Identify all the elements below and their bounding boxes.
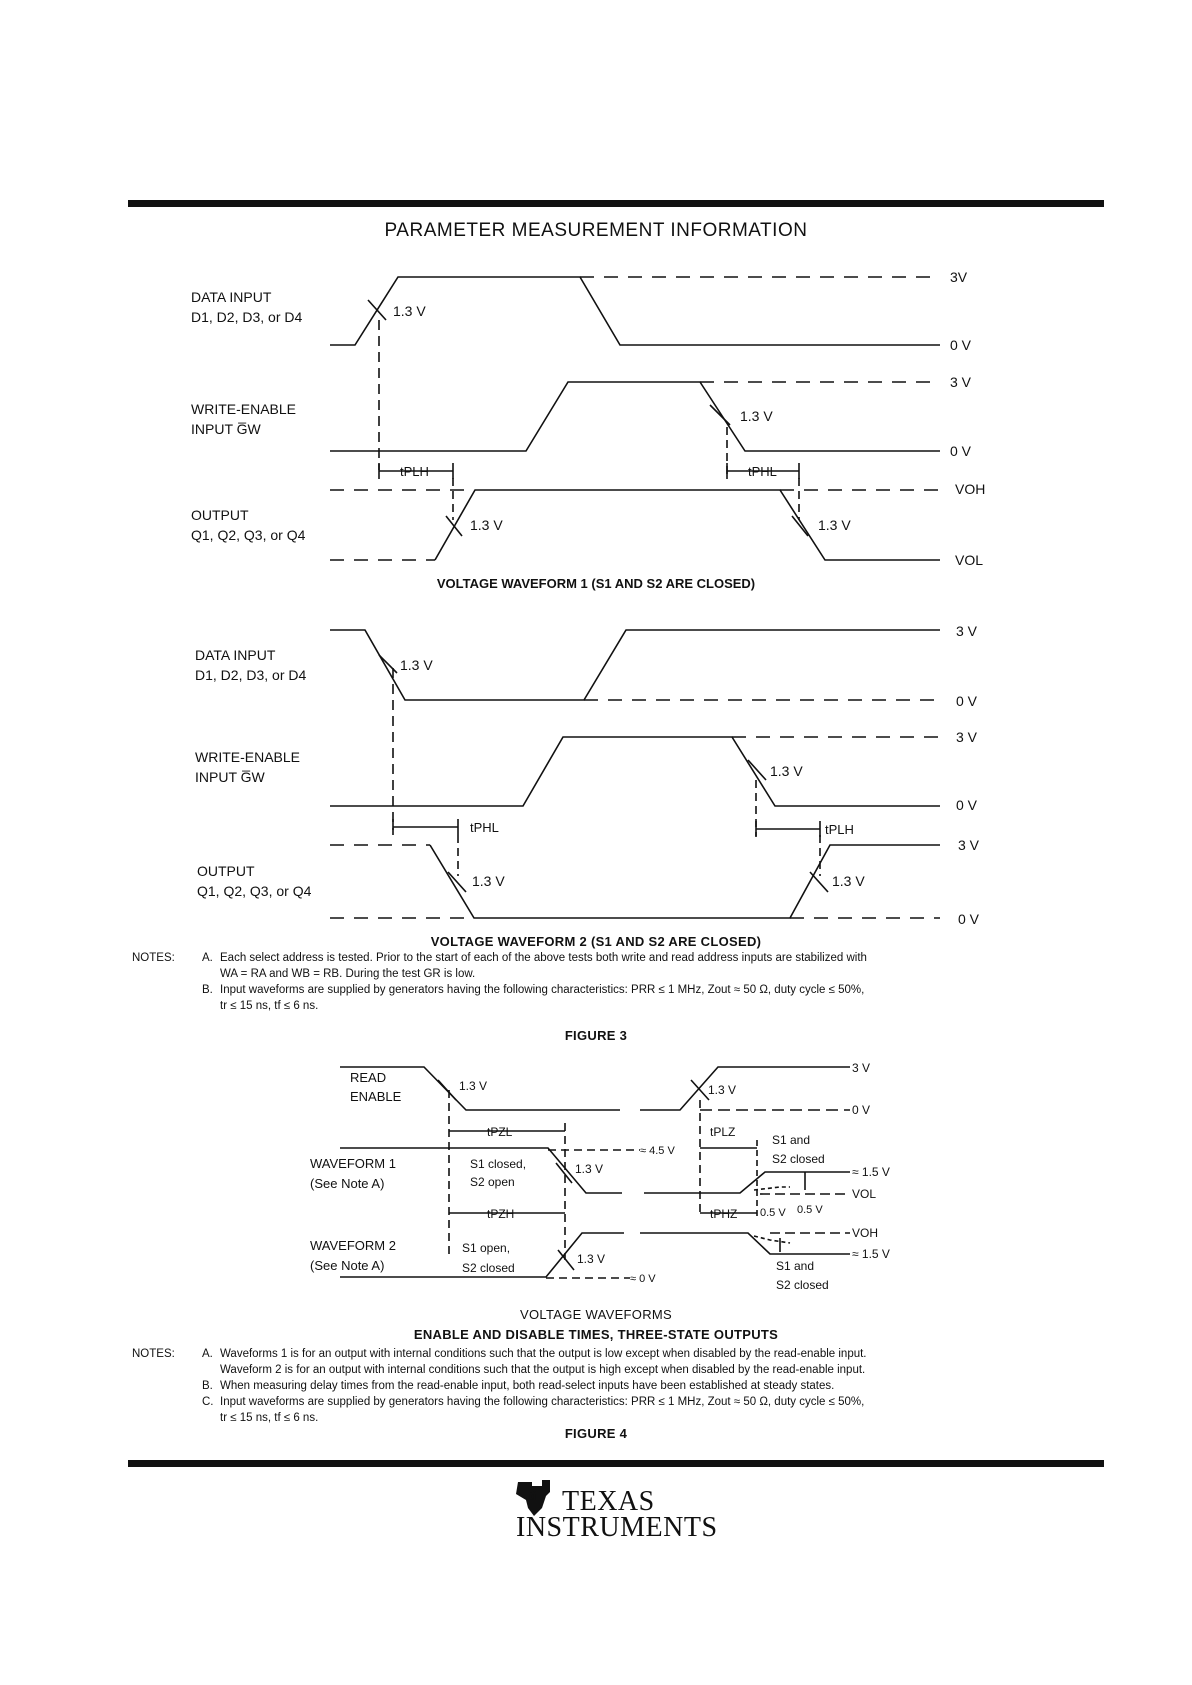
logo-instruments: INSTRUMENTS: [516, 1512, 718, 1543]
fig4-0v5-b: 0.5 V: [797, 1204, 823, 1216]
note-b: Input waveforms are supplied by generators having the following characteristics: PRR ≤ 1 MHz, Zout ≈ 50 Ω, duty cycle ≤ 50%,: [220, 984, 865, 996]
w2-data-input-label-2: D1, D2, D3, or D4: [195, 667, 307, 683]
notes-heading-2: NOTES:: [132, 1348, 175, 1360]
fig4-read-enable-label-1: READ: [350, 1070, 387, 1085]
w1-we-label-2: INPUT G̅W: [191, 421, 261, 437]
w1-data-input-label-2: D1, D2, D3, or D4: [191, 309, 303, 325]
w1-tphl-label: tPHL: [748, 464, 777, 479]
w1-we-3v: 3 V: [950, 374, 972, 390]
note-a: Each select address is tested. Prior to the start of each of the above tests both write and read address inputs are stabilized with: [220, 952, 867, 964]
fig4-s1closed-label: S1 closed,: [470, 1157, 527, 1171]
fig4-waveform1-right-trace: [644, 1172, 850, 1193]
fig4-s2closed-label: S2 closed: [462, 1261, 515, 1275]
w2-output-0v: 0 V: [958, 911, 980, 927]
fig4-read-enable-1v3-right: 1.3 V: [708, 1083, 737, 1097]
ti-logo: [512, 1478, 722, 1548]
fig4-s1s2closed-a-1: S1 and: [772, 1133, 811, 1147]
note-b-cont: tr ≤ 15 ns, tf ≤ 6 ns.: [220, 1000, 319, 1012]
fig4-0v-approx: ≈ 0 V: [630, 1273, 656, 1285]
w1-output-vol: VOL: [955, 552, 984, 568]
w1-caption: VOLTAGE WAVEFORM 1 (S1 AND S2 ARE CLOSED): [436, 576, 756, 591]
fig4-tphz-label: tPHZ: [710, 1207, 738, 1221]
fig4-waveform2-label-1: WAVEFORM 2: [310, 1238, 396, 1253]
figure-4-notes: NOTES: A. Waveforms 1 is for an output with internal conditions such that the output is low except when disabled by the read-enable input. Waveform 2 is for an output with internal conditions such that the output is high except when disabled by the read-enable input. B. When measuring delay times from the read-enable input, both read-select inputs have been established at steady states. C. Input waveforms are supplied by generators having the following characteristics: PRR ≤ 1 MHz, Zout ≈ 50 Ω, duty cycle ≤ 50%, tr ≤ 15 ns, tf ≤ 6 ns.: [132, 1346, 1112, 1426]
w1-data-input-3v: 3V: [950, 269, 968, 285]
fig4-vol-label: VOL: [852, 1187, 877, 1201]
fig4-read-enable-1v3-left: 1.3 V: [459, 1079, 488, 1093]
w2-data-input-0v: 0 V: [956, 693, 978, 709]
w2-we-3v: 3 V: [956, 729, 978, 745]
w1-we-1v3: 1.3 V: [740, 408, 773, 424]
logo-texas: TEXAS: [562, 1486, 655, 1517]
fig4-waveform2-right-trace: [640, 1233, 850, 1254]
w1-output-label-1: OUTPUT: [191, 507, 249, 523]
w2-data-input-label-1: DATA INPUT: [195, 647, 276, 663]
fig4-s1s2closed-b-1: S1 and: [776, 1259, 815, 1273]
w2-data-input-3v: 3 V: [956, 623, 978, 639]
notes-heading: NOTES:: [132, 952, 175, 964]
w1-output-label-2: Q1, Q2, Q3, or Q4: [191, 527, 306, 543]
fig4-read-enable-3v: 3 V: [852, 1061, 871, 1075]
figure-3-label: FIGURE 3: [564, 1028, 628, 1043]
w2-output-1v3-right: 1.3 V: [832, 873, 865, 889]
fig4-caption-2: ENABLE AND DISABLE TIMES, THREE-STATE OUTPUTS: [413, 1327, 779, 1342]
fig4-read-enable-label-2: ENABLE: [350, 1089, 402, 1104]
w2-caption: VOLTAGE WAVEFORM 2 (S1 AND S2 ARE CLOSED): [430, 934, 762, 949]
fig4-waveform1-label-2: (See Note A): [310, 1176, 385, 1191]
fig4-note-a: Waveforms 1 is for an output with internal conditions such that the output is low except when disabled by the read-enable input.: [220, 1348, 867, 1360]
w1-tplh-label: tPLH: [400, 464, 429, 479]
w2-tphl-label: tPHL: [470, 820, 499, 835]
w1-output-voh: VOH: [955, 481, 986, 497]
w1-we-label-1: WRITE-ENABLE: [191, 401, 297, 417]
fig4-s1open-label: S1 open,: [462, 1241, 511, 1255]
fig4-waveform1-1v5: ≈ 1.5 V: [852, 1165, 890, 1179]
w2-output-1v3-left: 1.3 V: [472, 873, 505, 889]
fig4-s2open-label: S2 open: [470, 1175, 515, 1189]
fig4-0v5-a: 0.5 V: [760, 1207, 786, 1219]
w1-data-input-0v: 0 V: [950, 337, 972, 353]
w2-we-label-2: INPUT G̅W: [195, 769, 265, 785]
fig4-waveform1-1v3: 1.3 V: [575, 1162, 604, 1176]
w2-we-0v: 0 V: [956, 797, 978, 813]
w1-we-0v: 0 V: [950, 443, 972, 459]
w2-output-label-1: OUTPUT: [197, 863, 255, 879]
w2-we-label-1: WRITE-ENABLE: [195, 749, 301, 765]
w2-output-label-2: Q1, Q2, Q3, or Q4: [197, 883, 312, 899]
fig4-tpzl-label: tPZL: [487, 1125, 513, 1139]
fig4-note-c: Input waveforms are supplied by generators having the following characteristics: PRR ≤ 1 MHz, Zout ≈ 50 Ω, duty cycle ≤ 50%,: [220, 1396, 865, 1408]
w2-we-1v3: 1.3 V: [770, 763, 803, 779]
fig4-note-a-cont: Waveform 2 is for an output with internal conditions such that the output is high except when disabled by the read-enable input.: [220, 1364, 866, 1376]
w2-output-3v: 3 V: [958, 837, 980, 853]
fig4-note-c-cont: tr ≤ 15 ns, tf ≤ 6 ns.: [220, 1412, 319, 1424]
note-a-cont: WA = RA and WB = RB. During the test GR is low.: [220, 968, 476, 980]
w1-output-1v3-left: 1.3 V: [470, 517, 503, 533]
fig4-4v5-label: ≈ 4.5 V: [640, 1145, 675, 1157]
fig4-waveform1-label-1: WAVEFORM 1: [310, 1156, 396, 1171]
w1-output-1v3-right: 1.3 V: [818, 517, 851, 533]
fig4-s1s2closed-a-2: S2 closed: [772, 1152, 825, 1166]
figure-3-notes: NOTES: A. Each select address is tested. Prior to the start of each of the above tests both write and read address inputs are stabilized with WA = RA and WB = RB. During the test GR is low. B. Input waveforms are supplied by generators having the following characteristics: PRR ≤ 1 MHz, Zout ≈ 50 Ω, duty cycle ≤ 50%, tr ≤ 15 ns, tf ≤ 6 ns.: [132, 950, 1112, 1014]
fig4-read-enable-0v: 0 V: [852, 1103, 871, 1117]
fig4-waveform2-1v5: ≈ 1.5 V: [852, 1247, 890, 1261]
w1-data-input-label-1: DATA INPUT: [191, 289, 272, 305]
page-title: PARAMETER MEASUREMENT INFORMATION: [384, 220, 808, 241]
fig4-s1s2closed-b-2: S2 closed: [776, 1278, 829, 1292]
figure-4-label: FIGURE 4: [564, 1426, 628, 1441]
fig4-tpzh-label: tPZH: [487, 1207, 515, 1221]
fig4-caption-1: VOLTAGE WAVEFORMS: [520, 1307, 672, 1322]
bottom-rule: [128, 1460, 1104, 1467]
fig4-read-enable-right-trace: [640, 1067, 850, 1110]
fig4-tplz-label: tPLZ: [710, 1125, 736, 1139]
w2-data-input-1v3: 1.3 V: [400, 657, 433, 673]
fig4-waveform2-label-2: (See Note A): [310, 1258, 385, 1273]
fig4-waveform2-1v3: 1.3 V: [577, 1252, 606, 1266]
svg-text:ti: ti: [529, 1489, 537, 1503]
fig4-voh-label: VOH: [852, 1226, 879, 1240]
fig4-note-b: When measuring delay times from the read-enable input, both read-select inputs have been established at steady states.: [220, 1380, 835, 1392]
w2-tplh-label: tPLH: [825, 822, 854, 837]
w1-data-input-1v3: 1.3 V: [393, 303, 426, 319]
